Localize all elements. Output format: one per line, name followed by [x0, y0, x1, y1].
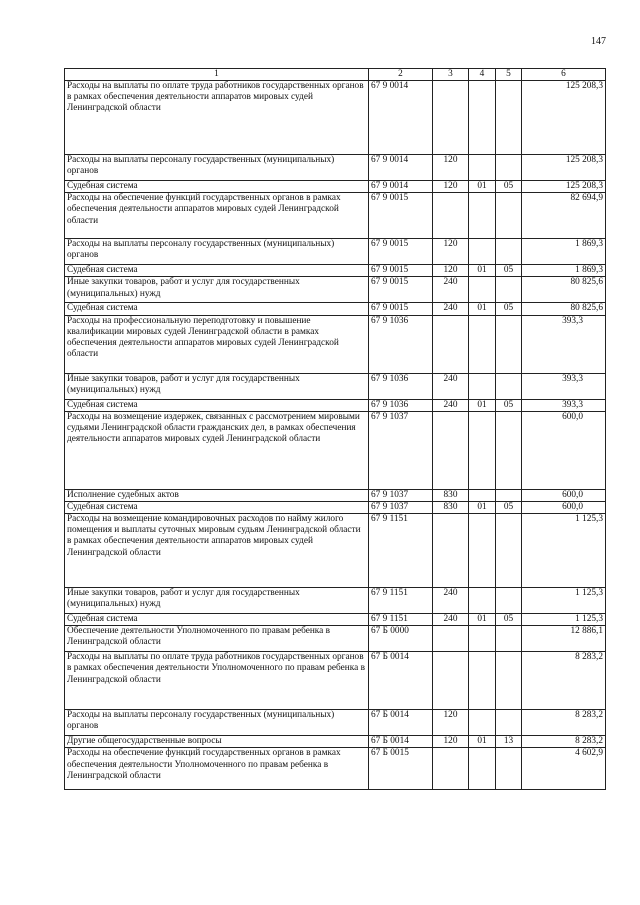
cell-expense-type: 120 — [433, 736, 469, 748]
cell-expense-type — [433, 81, 469, 155]
cell-name: Расходы на возмещение командировочных расходов по найму жилого помещения и выплаты суточных мировым судьям Ленинградской области в рамках обеспечения деятельности аппаратов мировых судей Ленинградской области — [65, 514, 369, 588]
cell-amount: 8 283,2 — [522, 736, 606, 748]
cell-expense-type — [433, 193, 469, 239]
cell-amount: 600,0 — [522, 501, 606, 513]
cell-code: 67 9 1037 — [369, 411, 433, 489]
cell-amount: 1 125,3 — [522, 614, 606, 626]
cell-name: Судебная система — [65, 614, 369, 626]
cell-section — [469, 710, 496, 736]
cell-name: Расходы на выплаты персоналу государственных (муниципальных) органов — [65, 239, 369, 265]
cell-code: 67 9 1151 — [369, 614, 433, 626]
cell-code: 67 9 1037 — [369, 501, 433, 513]
table-row — [65, 614, 606, 626]
cell-subsection: 13 — [496, 736, 522, 748]
cell-code: 67 9 0014 — [369, 181, 433, 193]
cell-amount: 125 208,3 — [522, 181, 606, 193]
cell-subsection — [496, 239, 522, 265]
cell-amount: 82 694,9 — [522, 193, 606, 239]
cell-name: Иные закупки товаров, работ и услуг для государственных (муниципальных) нужд — [65, 588, 369, 614]
table-row — [65, 501, 606, 513]
cell-code: 67 9 0015 — [369, 193, 433, 239]
budget-table-body — [65, 69, 606, 790]
cell-subsection — [496, 588, 522, 614]
cell-subsection: 05 — [496, 501, 522, 513]
cell-section — [469, 514, 496, 588]
cell-subsection — [496, 489, 522, 501]
cell-subsection: 05 — [496, 303, 522, 315]
cell-section: 01 — [469, 303, 496, 315]
cell-section — [469, 315, 496, 373]
cell-name: Судебная система — [65, 399, 369, 411]
cell-section — [469, 193, 496, 239]
cell-subsection: 05 — [496, 181, 522, 193]
cell-expense-type: 240 — [433, 399, 469, 411]
cell-name: Судебная система — [65, 265, 369, 277]
header-cell: 4 — [469, 69, 496, 81]
cell-expense-type — [433, 748, 469, 790]
table-row — [65, 193, 606, 239]
table-row — [65, 489, 606, 501]
cell-subsection — [496, 373, 522, 399]
table-row — [65, 155, 606, 181]
cell-subsection — [496, 277, 522, 303]
cell-expense-type — [433, 652, 469, 710]
cell-amount: 125 208,3 — [522, 155, 606, 181]
cell-amount: 1 869,3 — [522, 265, 606, 277]
table-row — [65, 277, 606, 303]
cell-name: Другие общегосударственные вопросы — [65, 736, 369, 748]
cell-name: Расходы на выплаты персоналу государственных (муниципальных) органов — [65, 155, 369, 181]
cell-amount: 12 886,1 — [522, 626, 606, 652]
table-row — [65, 411, 606, 489]
cell-code: 67 9 1037 — [369, 489, 433, 501]
table-row — [65, 399, 606, 411]
cell-name: Судебная система — [65, 181, 369, 193]
cell-section: 01 — [469, 181, 496, 193]
cell-name: Судебная система — [65, 501, 369, 513]
cell-name: Расходы на выплаты персоналу государственных (муниципальных) органов — [65, 710, 369, 736]
cell-expense-type — [433, 514, 469, 588]
table-row — [65, 181, 606, 193]
cell-subsection — [496, 411, 522, 489]
cell-section — [469, 155, 496, 181]
table-row — [65, 373, 606, 399]
table-row — [65, 265, 606, 277]
cell-amount: 1 869,3 — [522, 239, 606, 265]
cell-expense-type: 120 — [433, 265, 469, 277]
cell-section — [469, 373, 496, 399]
cell-section — [469, 411, 496, 489]
cell-code: 67 Б 0014 — [369, 710, 433, 736]
cell-code: 67 9 0014 — [369, 155, 433, 181]
cell-expense-type: 240 — [433, 588, 469, 614]
table-header-row — [65, 69, 606, 81]
cell-code: 67 9 1036 — [369, 315, 433, 373]
cell-amount: 393,3 — [522, 315, 606, 373]
cell-section — [469, 626, 496, 652]
header-cell: 6 — [522, 69, 606, 81]
cell-subsection — [496, 155, 522, 181]
table-row — [65, 710, 606, 736]
cell-expense-type: 240 — [433, 277, 469, 303]
cell-expense-type — [433, 626, 469, 652]
cell-section: 01 — [469, 736, 496, 748]
table-row — [65, 626, 606, 652]
cell-code: 67 9 0015 — [369, 303, 433, 315]
cell-section — [469, 748, 496, 790]
cell-amount: 8 283,2 — [522, 710, 606, 736]
cell-section — [469, 588, 496, 614]
cell-amount: 125 208,3 — [522, 81, 606, 155]
cell-name: Иные закупки товаров, работ и услуг для государственных (муниципальных) нужд — [65, 277, 369, 303]
cell-amount: 8 283,2 — [522, 652, 606, 710]
cell-name: Расходы на обеспечение функций государственных органов в рамках обеспечения деятельности аппаратов мировых судей Ленинградской области — [65, 193, 369, 239]
cell-amount: 4 602,9 — [522, 748, 606, 790]
cell-amount: 600,0 — [522, 411, 606, 489]
cell-code: 67 Б 0014 — [369, 736, 433, 748]
cell-name: Судебная система — [65, 303, 369, 315]
cell-section: 01 — [469, 501, 496, 513]
cell-name: Расходы на профессиональную переподготовку и повышение квалификации мировых судей Ленинградской области в рамках обеспечения деятельности аппаратов мировых судей Ленинградской области — [65, 315, 369, 373]
budget-table — [64, 68, 606, 790]
table-row — [65, 81, 606, 155]
table-row — [65, 736, 606, 748]
table-row — [65, 514, 606, 588]
cell-section — [469, 277, 496, 303]
cell-expense-type — [433, 411, 469, 489]
table-row — [65, 748, 606, 790]
cell-expense-type: 830 — [433, 489, 469, 501]
cell-expense-type: 240 — [433, 614, 469, 626]
header-cell: 3 — [433, 69, 469, 81]
cell-subsection — [496, 315, 522, 373]
cell-amount: 600,0 — [522, 489, 606, 501]
page-number: 147 — [591, 36, 606, 47]
cell-code: 67 9 0014 — [369, 81, 433, 155]
cell-expense-type: 120 — [433, 181, 469, 193]
cell-section: 01 — [469, 265, 496, 277]
cell-name: Расходы на обеспечение функций государственных органов в рамках обеспечения деятельности Уполномоченного по правам ребенка в Ленинградской области — [65, 748, 369, 790]
cell-name: Обеспечение деятельности Уполномоченного по правам ребенка в Ленинградской области — [65, 626, 369, 652]
cell-amount: 1 125,3 — [522, 588, 606, 614]
cell-subsection: 05 — [496, 399, 522, 411]
header-cell: 2 — [369, 69, 433, 81]
cell-amount: 393,3 — [522, 399, 606, 411]
cell-subsection: 05 — [496, 265, 522, 277]
cell-amount: 393,3 — [522, 373, 606, 399]
cell-subsection — [496, 193, 522, 239]
cell-section — [469, 81, 496, 155]
cell-code: 67 9 1036 — [369, 399, 433, 411]
cell-section — [469, 652, 496, 710]
cell-section — [469, 489, 496, 501]
table-row — [65, 239, 606, 265]
cell-expense-type: 240 — [433, 303, 469, 315]
table-row — [65, 303, 606, 315]
cell-expense-type: 120 — [433, 710, 469, 736]
header-cell: 5 — [496, 69, 522, 81]
cell-name: Исполнение судебных актов — [65, 489, 369, 501]
cell-subsection — [496, 514, 522, 588]
cell-section: 01 — [469, 614, 496, 626]
table-row — [65, 315, 606, 373]
cell-amount: 80 825,6 — [522, 303, 606, 315]
cell-name: Расходы на выплаты по оплате труда работников государственных органов в рамках обеспечения деятельности Уполномоченного по правам ребенка в Ленинградской области — [65, 652, 369, 710]
cell-code: 67 9 0015 — [369, 239, 433, 265]
cell-subsection — [496, 81, 522, 155]
cell-section: 01 — [469, 399, 496, 411]
cell-amount: 80 825,6 — [522, 277, 606, 303]
cell-code: 67 Б 0014 — [369, 652, 433, 710]
cell-subsection — [496, 652, 522, 710]
cell-subsection: 05 — [496, 614, 522, 626]
cell-expense-type: 120 — [433, 239, 469, 265]
cell-subsection — [496, 710, 522, 736]
cell-name: Расходы на выплаты по оплате труда работников государственных органов в рамках обеспечения деятельности аппаратов мировых судей Ленинградской области — [65, 81, 369, 155]
cell-code: 67 Б 0015 — [369, 748, 433, 790]
cell-code: 67 Б 0000 — [369, 626, 433, 652]
cell-amount: 1 125,3 — [522, 514, 606, 588]
header-cell: 1 — [65, 69, 369, 81]
cell-name: Иные закупки товаров, работ и услуг для государственных (муниципальных) нужд — [65, 373, 369, 399]
table-row — [65, 652, 606, 710]
cell-code: 67 9 1036 — [369, 373, 433, 399]
cell-subsection — [496, 748, 522, 790]
cell-name: Расходы на возмещение издержек, связанных с рассмотрением мировыми судьями Ленинградской области гражданских дел, в рамках обеспечения деятельности аппаратов мировых судей Ленинградской области — [65, 411, 369, 489]
cell-code: 67 9 0015 — [369, 277, 433, 303]
cell-subsection — [496, 626, 522, 652]
cell-section — [469, 239, 496, 265]
cell-code: 67 9 1151 — [369, 514, 433, 588]
cell-expense-type: 120 — [433, 155, 469, 181]
table-row — [65, 588, 606, 614]
cell-expense-type — [433, 315, 469, 373]
cell-expense-type: 830 — [433, 501, 469, 513]
cell-code: 67 9 0015 — [369, 265, 433, 277]
cell-expense-type: 240 — [433, 373, 469, 399]
cell-code: 67 9 1151 — [369, 588, 433, 614]
